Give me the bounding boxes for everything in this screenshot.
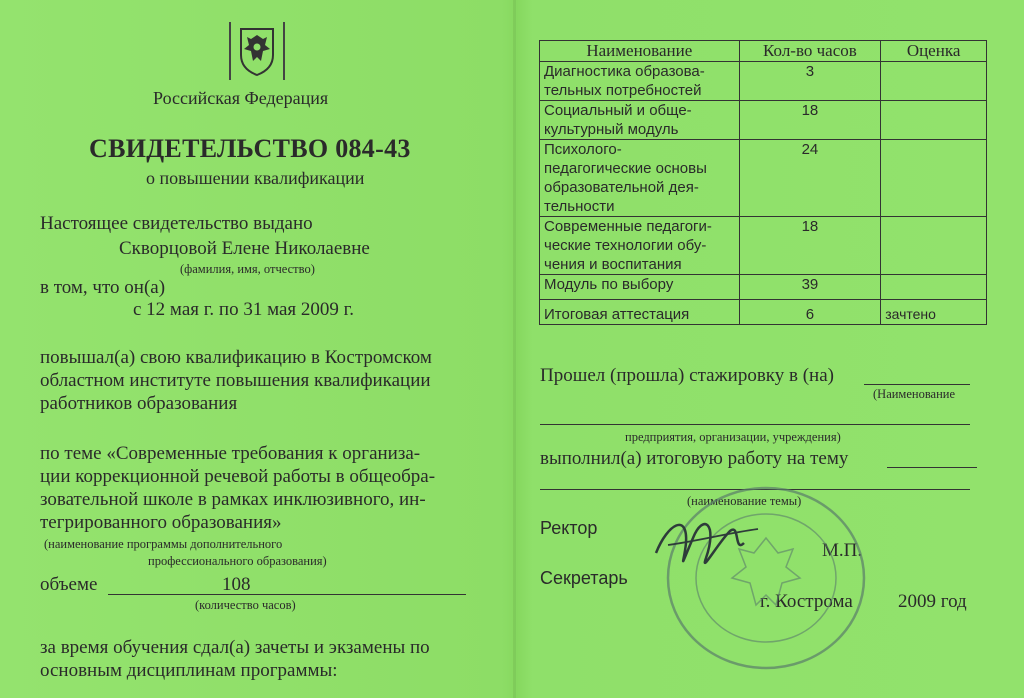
subject-grade: [881, 101, 987, 140]
final-work-label: выполнил(а) итоговую работу на тему: [540, 448, 849, 469]
program-caption-2: профессионального образования): [148, 554, 327, 568]
program-caption-1: (наименование программы дополнительного: [44, 537, 283, 551]
column-header: Наименование: [540, 41, 740, 62]
table-header-row: [540, 41, 987, 62]
topic-line-1: по теме «Современные требования к организа-: [40, 443, 421, 464]
period-intro: в том, что он(а): [40, 277, 166, 298]
issued-label: Настоящее свидетельство выдано: [40, 213, 313, 234]
subject-hours: 24: [739, 140, 881, 217]
subject-hours: 18: [739, 101, 881, 140]
subject-name: Современные педагоги- ческие технологии обу- чения и воспитания: [540, 217, 740, 275]
certificate-title: СВИДЕТЕЛЬСТВО 084-43: [89, 134, 411, 163]
topic-line-3: зовательной школе в рамках инклюзивного, ин-: [40, 489, 426, 510]
column-header: Оценка: [881, 41, 987, 62]
country-name: Российская Федерация: [153, 88, 329, 108]
body-line-3: работников образования: [40, 393, 238, 414]
internship-underline: [864, 384, 970, 385]
seal-stamp-icon: [648, 483, 868, 673]
volume-caption: (количество часов): [195, 598, 296, 612]
subject-name: Психолого- педагогические основы образовательной дея- тельности: [540, 140, 740, 217]
year-label: 2009 год: [898, 591, 967, 612]
subject-hours: 18: [739, 217, 881, 275]
certificate-subtitle: о повышении квалификации: [146, 168, 365, 188]
subject-hours: 39: [739, 275, 881, 300]
table-row: [540, 62, 987, 101]
table-row: [540, 140, 987, 217]
subject-grade: [881, 217, 987, 275]
organization-underline: [540, 424, 970, 425]
body-line-1: повышал(а) свою квалификацию в Костромском: [40, 347, 432, 368]
topic-caption: (наименование темы): [687, 494, 802, 508]
exams-line-1: за время обучения сдал(а) зачеты и экзамены по: [40, 637, 430, 658]
table-row: [540, 275, 987, 300]
body-line-2: областном институте повышения квалификации: [40, 370, 431, 391]
subjects-table: [539, 40, 987, 325]
subject-grade: [881, 275, 987, 300]
organization-caption: предприятия, организации, учреждения): [625, 430, 841, 444]
secretary-label: Секретарь: [540, 568, 628, 588]
topic-line-4: тегрированного образования»: [40, 512, 282, 533]
volume-label: объеме: [40, 574, 98, 595]
subject-name: Модуль по выбору: [540, 275, 740, 300]
subject-hours: 3: [739, 62, 881, 101]
exams-line-2: основным дисциплинам программы:: [40, 660, 338, 681]
subject-grade: зачтено: [881, 300, 987, 325]
volume-underline: [108, 594, 466, 595]
table-row: [540, 217, 987, 275]
period-dates: с 12 мая г. по 31 мая 2009 г.: [133, 299, 355, 320]
recipient-caption: (фамилия, имя, отчество): [180, 262, 315, 276]
final-work-underline: [887, 467, 977, 468]
table-row: [540, 300, 987, 325]
subject-name: Социальный и обще- культурный модуль: [540, 101, 740, 140]
table-row: [540, 101, 987, 140]
seal-place-label: М.П.: [822, 540, 863, 561]
recipient-name: Скворцовой Елене Николаевне: [119, 238, 370, 259]
subject-name: Итоговая аттестация: [540, 300, 740, 325]
internship-caption: (Наименование: [873, 387, 956, 401]
subject-name: Диагностика образова- тельных потребностей: [540, 62, 740, 101]
city-label: г. Кострома: [760, 591, 853, 612]
column-header: Кол-во часов: [739, 41, 881, 62]
internship-label: Прошел (прошла) стажировку в (на): [540, 365, 834, 386]
topic-line-2: ции коррекционной речевой работы в общеобра-: [40, 466, 436, 487]
rector-label: Ректор: [540, 518, 598, 538]
center-fold: [513, 0, 516, 698]
subject-hours: 6: [739, 300, 881, 325]
subject-grade: [881, 140, 987, 217]
subject-grade: [881, 62, 987, 101]
volume-value: 108: [222, 574, 251, 595]
coat-of-arms-icon: [229, 22, 285, 80]
